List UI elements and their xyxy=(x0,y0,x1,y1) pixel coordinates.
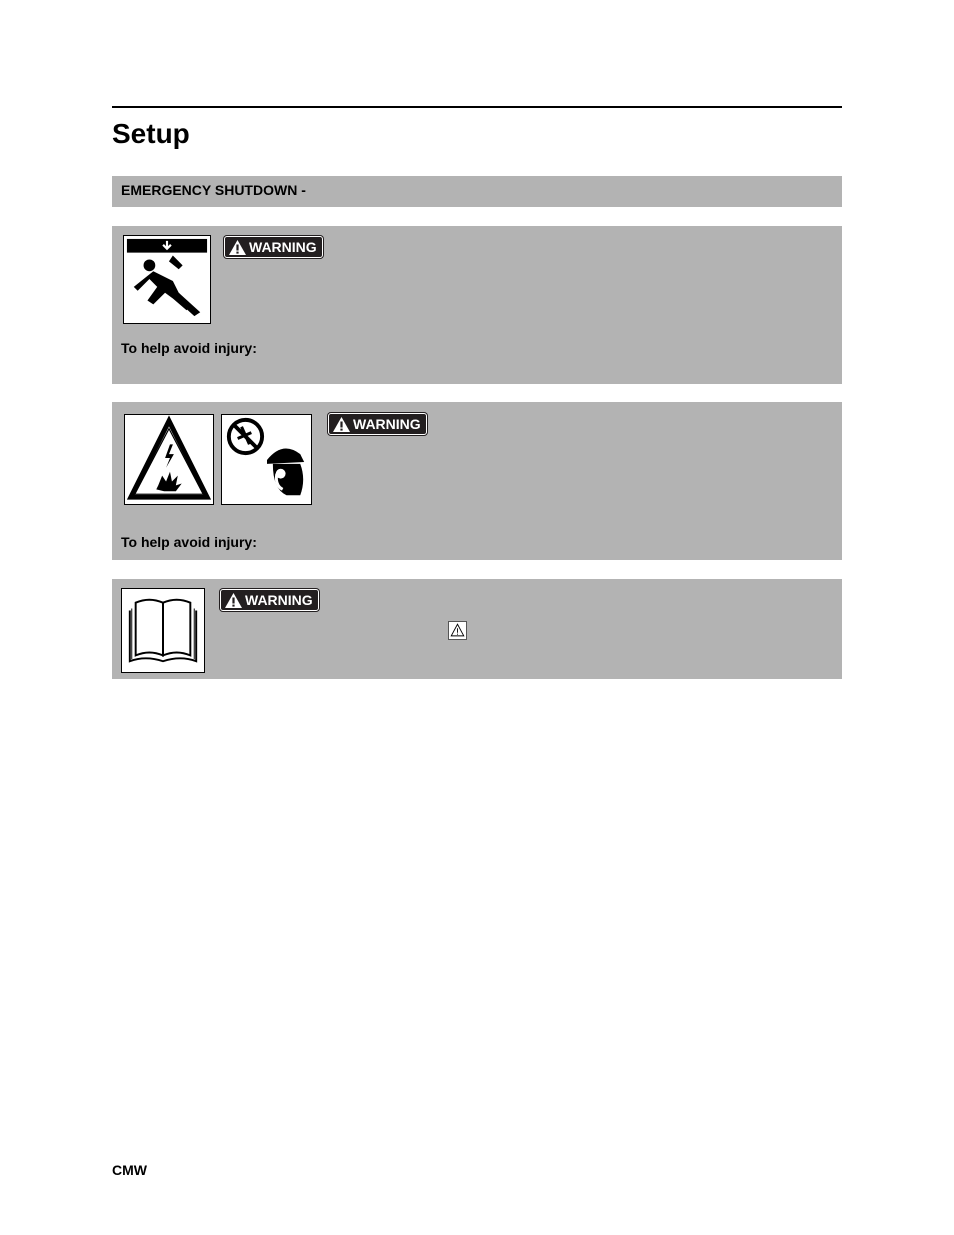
caution-triangle-icon xyxy=(448,621,467,640)
warning-box-crush xyxy=(112,226,842,384)
warning-badge xyxy=(328,413,427,435)
warning-badge xyxy=(220,589,319,611)
section-heading: EMERGENCY SHUTDOWN - xyxy=(121,182,306,198)
warning-triangle-icon xyxy=(228,239,247,256)
warning-badge-label: WARNING xyxy=(249,239,317,255)
warning-badge xyxy=(224,236,323,258)
warning-box-manual xyxy=(112,579,842,679)
warning-triangle-icon xyxy=(224,592,243,609)
call-before-dig-icon xyxy=(221,414,312,505)
injury-subheading: To help avoid injury: xyxy=(121,534,257,550)
warning-triangle-icon xyxy=(332,416,351,433)
injury-subheading: To help avoid injury: xyxy=(121,340,257,356)
warning-badge-label: WARNING xyxy=(245,592,313,608)
electric-explosion-hazard-icon xyxy=(124,414,214,505)
page-title: Setup xyxy=(112,118,190,149)
section-heading-bar xyxy=(112,176,842,207)
header-rule xyxy=(112,106,842,108)
warning-badge-label: WARNING xyxy=(353,416,421,432)
read-manual-icon xyxy=(121,588,205,673)
page-footer: CMW xyxy=(112,1162,147,1178)
crush-hazard-icon xyxy=(123,235,211,324)
warning-box-electric xyxy=(112,402,842,560)
